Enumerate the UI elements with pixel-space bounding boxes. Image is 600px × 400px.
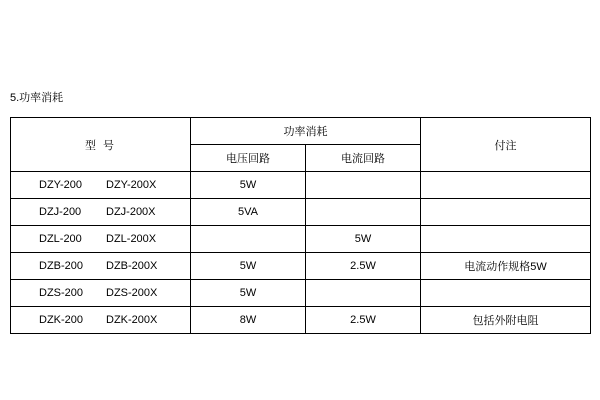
cell-voltage-circuit: 5W <box>191 253 306 280</box>
header-voltage-circuit: 电压回路 <box>191 145 306 172</box>
power-consumption-table-wrap <box>10 117 590 334</box>
table-row <box>11 280 591 307</box>
model-secondary: DZB-200X <box>106 260 158 272</box>
model-secondary: DZK-200X <box>106 314 158 326</box>
model-primary: DZY-200 <box>39 179 83 191</box>
header-note: 付注 <box>421 118 591 172</box>
cell-note: 包括外附电阻 <box>421 307 591 334</box>
table-row <box>11 226 591 253</box>
cell-current-circuit <box>306 280 421 307</box>
table-row <box>11 253 591 280</box>
cell-voltage-circuit: 5W <box>191 280 306 307</box>
table-head <box>11 118 591 172</box>
table-header-row-1 <box>11 118 591 145</box>
cell-model <box>11 226 191 253</box>
header-model: 型 号 <box>11 118 191 172</box>
section-title: 5.功率消耗 <box>10 92 64 104</box>
cell-note <box>421 199 591 226</box>
table-row <box>11 199 591 226</box>
table-row <box>11 172 591 199</box>
cell-model <box>11 307 191 334</box>
cell-note <box>421 226 591 253</box>
power-consumption-table <box>10 117 591 334</box>
cell-current-circuit: 5W <box>306 226 421 253</box>
cell-model <box>11 280 191 307</box>
cell-note <box>421 280 591 307</box>
cell-voltage-circuit <box>191 226 306 253</box>
cell-model <box>11 199 191 226</box>
model-secondary: DZJ-200X <box>106 206 156 218</box>
model-primary: DZS-200 <box>39 287 84 299</box>
cell-note <box>421 172 591 199</box>
cell-current-circuit: 2.5W <box>306 253 421 280</box>
model-primary: DZL-200 <box>39 233 82 245</box>
header-current-circuit: 电流回路 <box>306 145 421 172</box>
cell-current-circuit <box>306 199 421 226</box>
cell-current-circuit: 2.5W <box>306 307 421 334</box>
table-body <box>11 172 591 334</box>
cell-voltage-circuit: 5W <box>191 172 306 199</box>
cell-model <box>11 253 191 280</box>
cell-model <box>11 172 191 199</box>
model-secondary: DZS-200X <box>106 287 158 299</box>
header-power-consumption: 功率消耗 <box>191 118 421 145</box>
cell-voltage-circuit: 8W <box>191 307 306 334</box>
table-row <box>11 307 591 334</box>
model-primary: DZJ-200 <box>39 206 82 218</box>
model-primary: DZK-200 <box>39 314 84 326</box>
model-secondary: DZY-200X <box>106 179 157 191</box>
model-primary: DZB-200 <box>39 260 84 272</box>
cell-note: 电流动作规格5W <box>421 253 591 280</box>
model-secondary: DZL-200X <box>106 233 157 245</box>
cell-voltage-circuit: 5VA <box>191 199 306 226</box>
cell-current-circuit <box>306 172 421 199</box>
